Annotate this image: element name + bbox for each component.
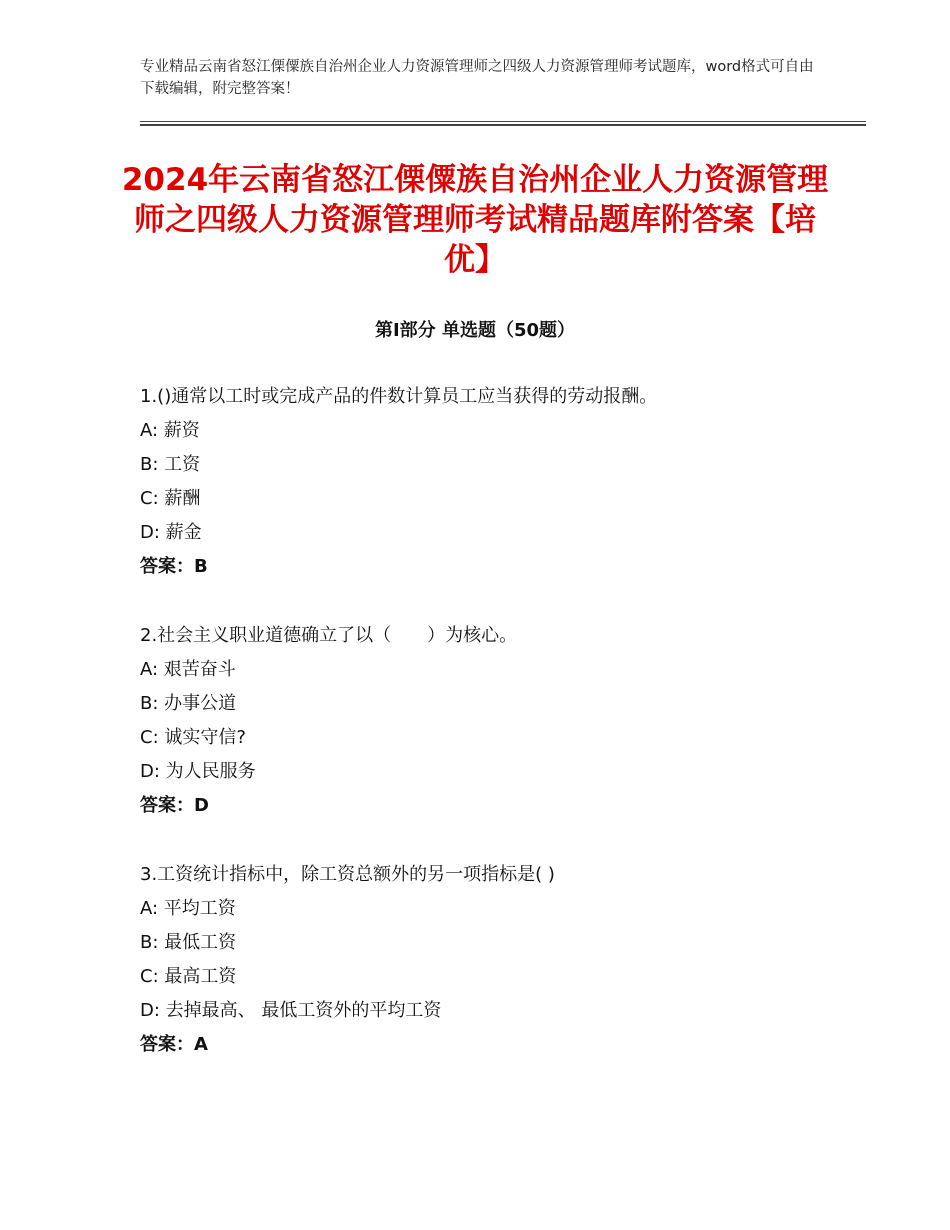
question-2 (140, 619, 840, 823)
question-3 (140, 858, 840, 1062)
document-title: 2024年云南省怒江傈僳族自治州企业人力资源管理师之四级人力资源管理师考试精品题库附答案【培优】 (121, 162, 829, 278)
option-c: C: 最高工资 (140, 966, 237, 987)
option-d: D: 去掉最高、 最低工资外的平均工资 (140, 1000, 442, 1021)
option-c: C: 薪酬 (140, 488, 201, 509)
option-b: B: 办事公道 (140, 693, 237, 714)
header-note: 专业精品云南省怒江傈僳族自治州企业人力资源管理师之四级人力资源管理师考试题库，word格式可自由下载编辑，附完整答案！ (140, 59, 814, 97)
header-divider-thin (140, 121, 866, 122)
option-a: A: 平均工资 (140, 898, 236, 919)
option-c: C: 诚实守信? (140, 727, 246, 748)
option-b: B: 工资 (140, 454, 201, 475)
option-b: B: 最低工资 (140, 932, 237, 953)
option-a: A: 艰苦奋斗 (140, 659, 236, 680)
question-stem: 2.社会主义职业道德确立了以（ ）为核心。 (140, 625, 518, 646)
option-d: D: 为人民服务 (140, 761, 256, 782)
option-d: D: 薪金 (140, 522, 202, 543)
answer: 答案：B (140, 556, 208, 577)
header-divider-thick (140, 124, 866, 126)
question-stem: 3.工资统计指标中，除工资总额外的另一项指标是( ) (140, 864, 555, 885)
question-stem: 1.()通常以工时或完成产品的件数计算员工应当获得的劳动报酬。 (140, 386, 658, 407)
answer: 答案：A (140, 1034, 208, 1055)
answer: 答案：D (140, 795, 209, 816)
question-1 (140, 380, 840, 584)
option-a: A: 薪资 (140, 420, 200, 441)
section-title: 第Ⅰ部分 单选题（50题） (374, 320, 575, 341)
